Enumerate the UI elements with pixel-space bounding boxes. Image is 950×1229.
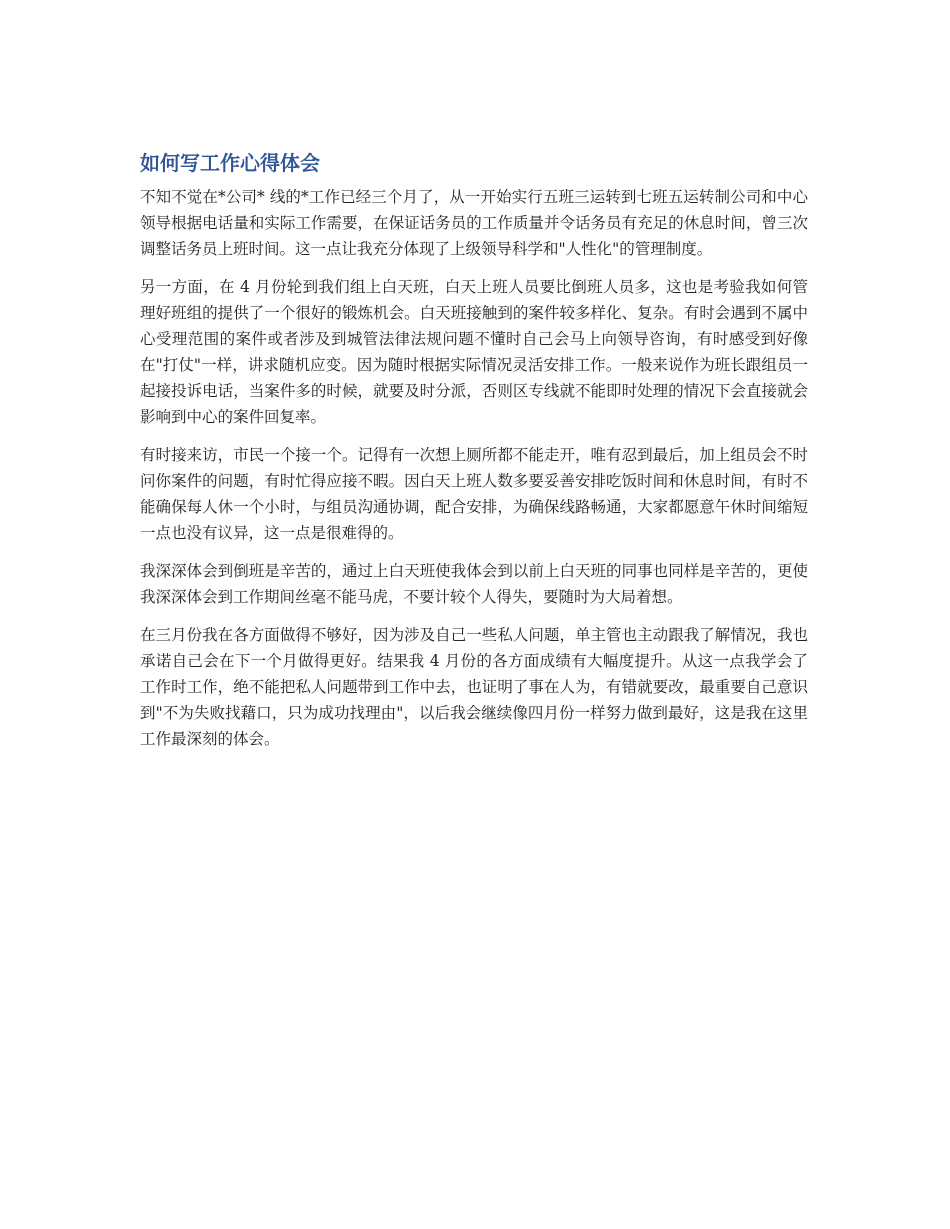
document-title: 如何写工作心得体会	[140, 151, 320, 175]
paragraph-2: 另一方面，在 4 月份轮到我们组上白天班，白天上班人员要比倒班人员多，这也是考验我如何管理好班组的提供了一个很好的锻炼机会。白天班接触到的案件较多样化、复杂。有时会遇到不属中心受理范围的案件或者涉及到城管法律法规问题不懂时自己会马上向领导咨询，有时感受到好像在"打仗"一样，讲求随机应变。因为随时根据实际情况灵活安排工作。一般来说作为班长跟组员一起接投诉电话，当案件多的时候，就要及时分派，否则区专线就不能即时处理的情况下会直接就会影响到中心的案件回复率。	[140, 278, 808, 426]
paragraph-5: 在三月份我在各方面做得不够好，因为涉及自己一些私人问题，单主管也主动跟我了解情况，我也承诺自己会在下一个月做得更好。结果我 4 月份的各方面成绩有大幅度提升。从这一点我学会了工作时工作，绝不能把私人问题带到工作中去，也证明了事在人为，有错就要改，最重要自己意识到"不为失败找藉口，只为成功找理由"，以后我会继续像四月份一样努力做到最好，这是我在这里工作最深刻的体会。	[140, 626, 808, 748]
paragraph-1: 不知不觉在*公司* 线的*工作已经三个月了，从一开始实行五班三运转到七班五运转制公司和中心领导根据电话量和实际工作需要，在保证话务员的工作质量并令话务员有充足的休息时间，曾三次调整话务员上班时间。这一点让我充分体现了上级领导科学和"人性化"的管理制度。	[140, 188, 808, 258]
document-content	[140, 148, 808, 764]
paragraph-3: 有时接来访，市民一个接一个。记得有一次想上厕所都不能走开，唯有忍到最后，加上组员会不时问你案件的问题，有时忙得应接不暇。因白天上班人数多要妥善安排吃饭时间和休息时间，有时不能确保每人休一个小时，与组员沟通协调，配合安排，为确保线路畅通，大家都愿意午休时间缩短一点也没有议异，这一点是很难得的。	[140, 446, 808, 542]
paragraph-4: 我深深体会到倒班是辛苦的，通过上白天班使我体会到以前上白天班的同事也同样是辛苦的，更使我深深体会到工作期间丝毫不能马虎，不要计较个人得失，要随时为大局着想。	[140, 562, 808, 606]
